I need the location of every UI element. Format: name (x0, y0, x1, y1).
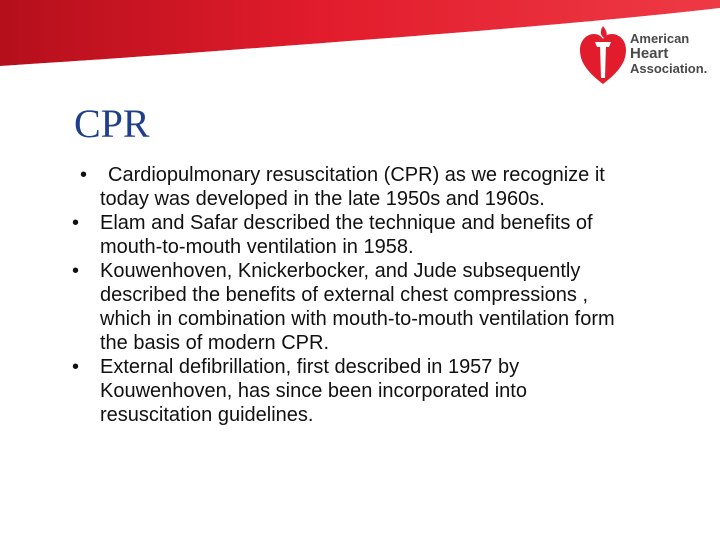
heart-torch-icon (578, 22, 628, 92)
logo-line-american: American (630, 31, 690, 46)
slide-title: CPR (74, 101, 150, 146)
logo-line-association: Association. (630, 61, 708, 76)
aha-logo (578, 22, 712, 112)
logo-wordmark (630, 31, 707, 76)
bullet-item: • Kouwenhoven, Knickerbocker, and Jude subsequently described the benefits of external chest compressions , which in combination with mouth-to-mouth ventilation form the basis of modern CPR. (72, 259, 632, 355)
bullet-item: • External defibrillation, first described in 1957 by Kouwenhoven, has since been incorporated into resuscitation guidelines. (72, 355, 632, 427)
logo-line-heart: Heart (630, 45, 669, 62)
bullet-item: • Elam and Safar described the technique and benefits of mouth-to-mouth ventilation in 1958. (72, 211, 632, 259)
bullet-item: • Cardiopulmonary resuscitation (CPR) as we recognize it today was developed in the late 1950s and 1960s. (72, 163, 632, 211)
bullet-list (72, 163, 632, 427)
